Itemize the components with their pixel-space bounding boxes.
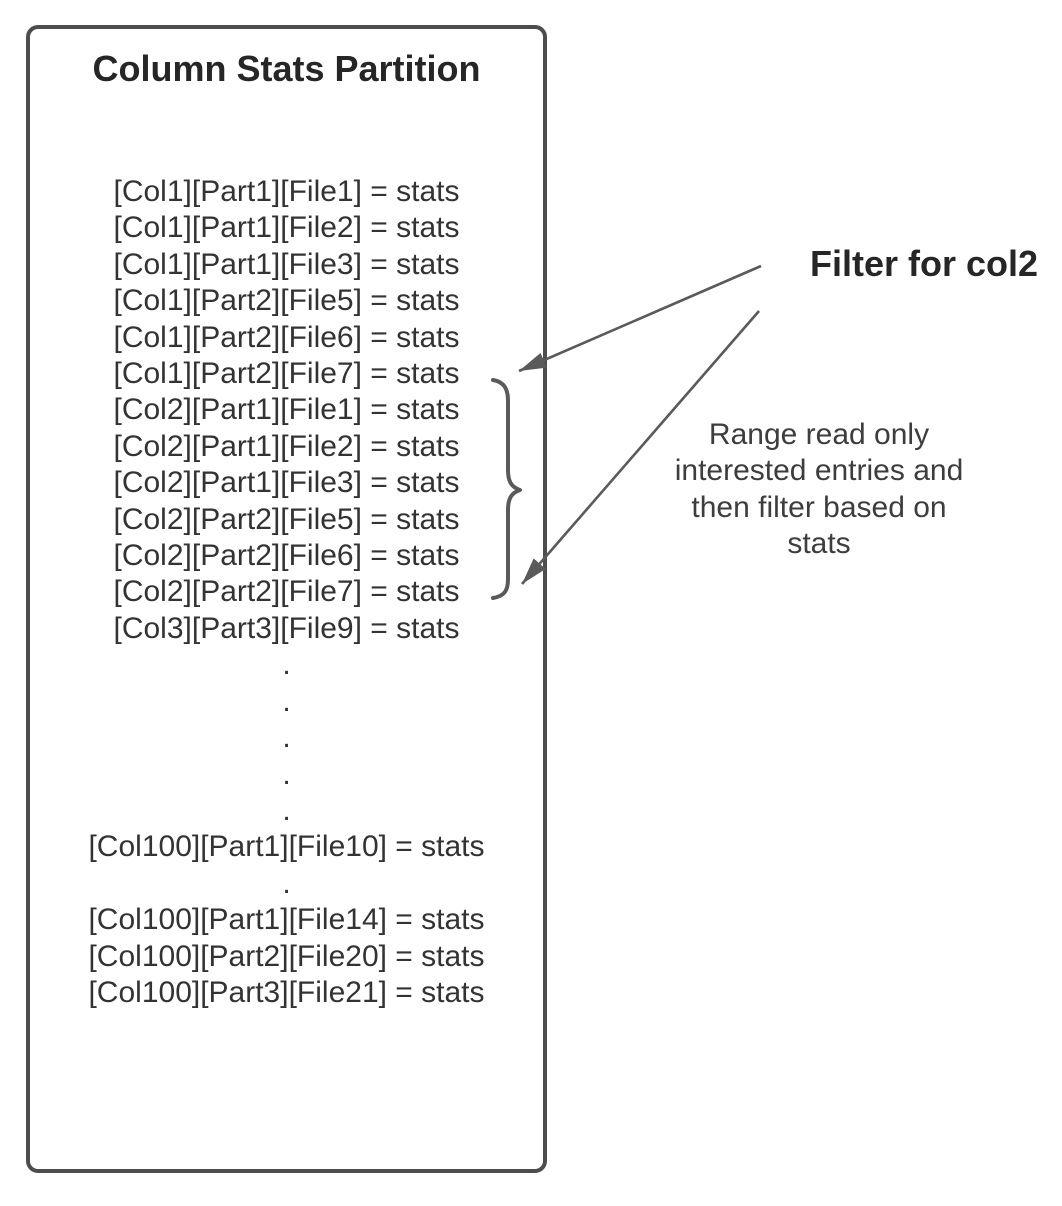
stats-entry-line: [Col2][Part1][File1] = stats [113,393,460,427]
stats-entry-line: [Col2][Part1][File2] = stats [113,429,460,463]
stats-entry-line: [Col1][Part1][File3] = stats [113,247,460,281]
range-read-note [644,417,994,563]
stats-entry-line: . [282,684,291,718]
stats-entry-line: . [282,721,291,755]
filter-for-col2-label: Filter for col2 [809,243,1039,284]
stats-entry-line: [Col1][Part2][File6] = stats [113,320,460,354]
filter-arrow-upper [519,266,761,371]
range-read-note-line: interested entries and [674,454,964,488]
stats-entry-line: . [282,757,291,791]
stats-entry-line: [Col2][Part1][File3] = stats [113,466,460,500]
stats-entry-line: [Col1][Part2][File5] = stats [113,284,460,318]
range-read-note-line: then filter based on [691,490,947,524]
range-read-note-line: Range read only [708,418,930,451]
stats-entry-line: [Col2][Part2][File5] = stats [113,502,460,536]
stats-entry-line: [Col1][Part1][File1] = stats [113,175,460,208]
stats-entry-line: [Col100][Part2][File20] = stats [88,939,485,973]
stats-entry-line: [Col1][Part2][File7] = stats [113,357,460,391]
stats-entry-line: [Col1][Part1][File2] = stats [113,211,460,245]
stats-entry-line: . [282,866,291,900]
stats-entry-line: . [282,793,291,827]
partition-box-title: Column Stats Partition [92,48,481,89]
stats-entry-line: [Col2][Part2][File7] = stats [113,575,460,609]
stats-entry-line: [Col100][Part1][File14] = stats [88,903,485,937]
stats-entry-list [26,174,547,1011]
stats-entry-line: [Col2][Part2][File6] = stats [113,539,460,573]
stats-entry-line: . [282,648,291,682]
stats-entry-line: [Col3][Part3][File9] = stats [113,611,460,645]
stats-entry-line: [Col100][Part1][File10] = stats [88,830,485,864]
range-read-note-line: stats [787,527,851,561]
stats-entry-line: [Col100][Part3][File21] = stats [88,975,485,1009]
